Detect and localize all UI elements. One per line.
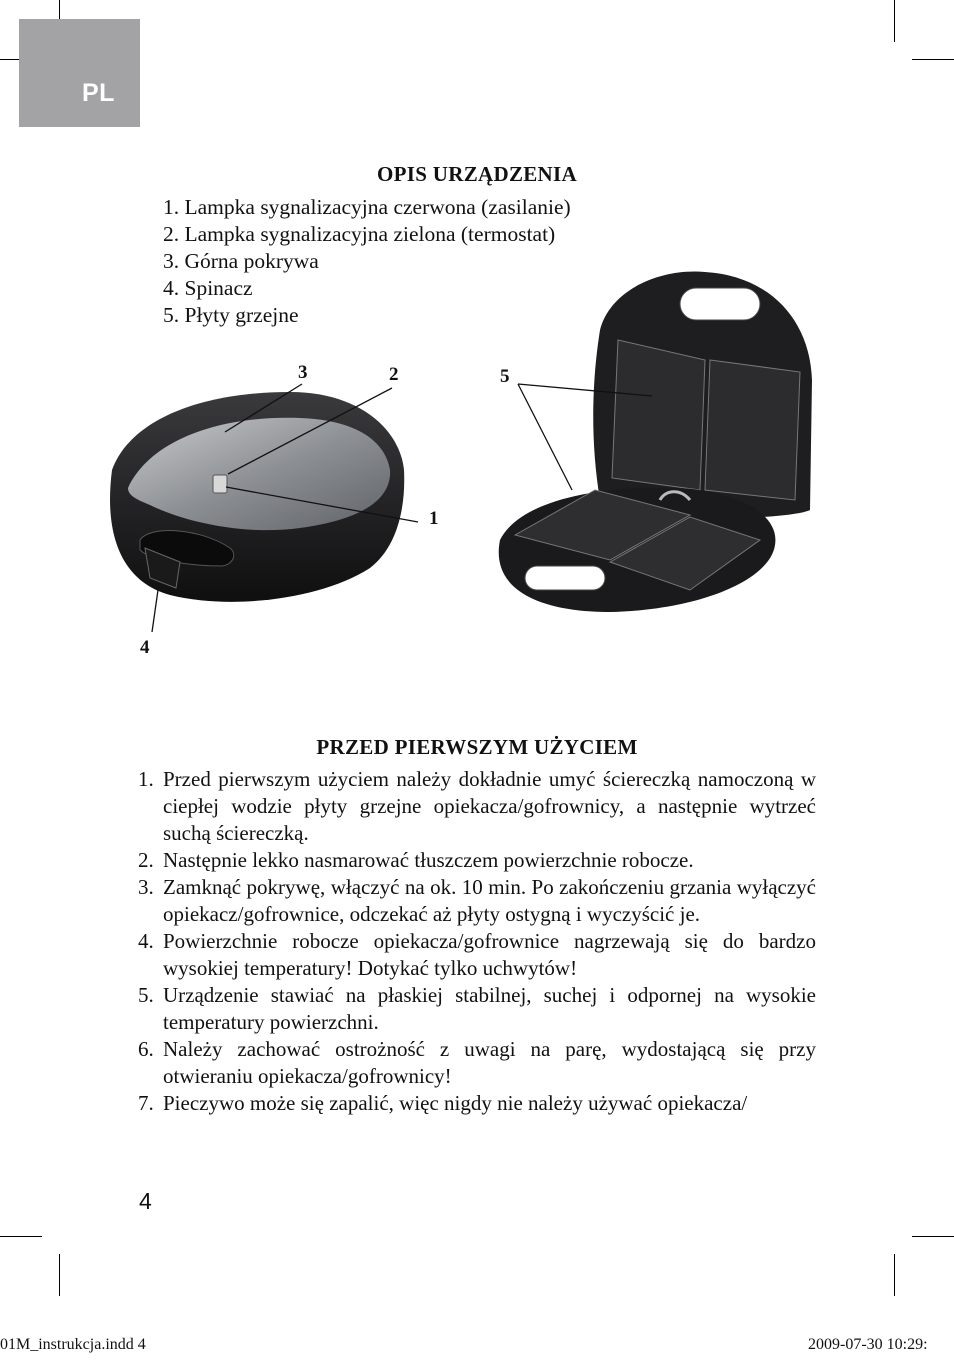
upper-plate-right [705,360,800,500]
steps-list [138,766,816,1117]
language-label: PL [82,79,115,107]
callout-4: 4 [140,637,150,658]
parts-list-item: 2. Lampka sygnalizacyjna zielona (termostat) [163,222,556,246]
list-item: 7. Pieczywo może się zapalić, więc nigdy nie należy używać opiekacza/ [138,1091,748,1115]
list-item: 6. Należy zachować ostrożność z uwagi na parę, wydostającą się przy otwieraniu opiekacza/gofrownicy! [138,1037,816,1088]
list-item: 3. Zamknąć pokrywę, włączyć na ok. 10 min. Po zakończeniu grzania wyłączyć opiekacz/gofrownice, odczekać aż płyty ostygną i wyczyścić je. [138,875,816,926]
print-slug-filename: 01M_instrukcja.indd 4 [0,1336,146,1353]
callout-3: 3 [298,362,308,383]
section-title-device-description: OPIS URZĄDZENIA [377,162,577,186]
callout-2: 2 [389,364,399,385]
closed-sandwich-maker [110,392,404,602]
list-item: 5. Urządzenie stawiać na płaskiej stabilnej, suchej i odpornej na wysokie temperatury powierzchni. [138,983,816,1034]
callout-1: 1 [429,508,439,529]
upper-plate-left [612,340,705,490]
parts-list-item: 3. Górna pokrywa [163,249,319,273]
list-item: 2. Następnie lekko nasmarować tłuszczem powierzchnie robocze. [138,848,694,872]
open-top-handle-hole [680,288,760,320]
parts-list-item: 5. Płyty grzejne [163,303,299,327]
print-slug-date: 2009-07-30 10:29: [808,1336,928,1353]
list-item: 4. Powierzchnie robocze opiekacza/gofrownice nagrzewają się do bardzo wysokiej temperatury! Dotykać tylko uchwytów! [138,929,816,980]
page-number: 4 [139,1188,152,1214]
parts-list-item: 4. Spinacz [163,276,253,300]
callout-5: 5 [500,366,510,387]
open-sandwich-maker [499,272,812,612]
open-front-handle [525,566,605,590]
list-item: 1. Przed pierwszym użyciem należy dokładnie umyć ściereczką namoczoną w ciepłej wodzie płyty grzejne opiekacza/gofrownicy, a następnie wytrzeć suchą ściereczką. [138,767,816,845]
section-title-before-first-use: PRZED PIERWSZYM UŻYCIEM [316,735,638,759]
indicator-lights [213,475,227,493]
parts-list-item: 1. Lampka sygnalizacyjna czerwona (zasilanie) [163,195,571,219]
